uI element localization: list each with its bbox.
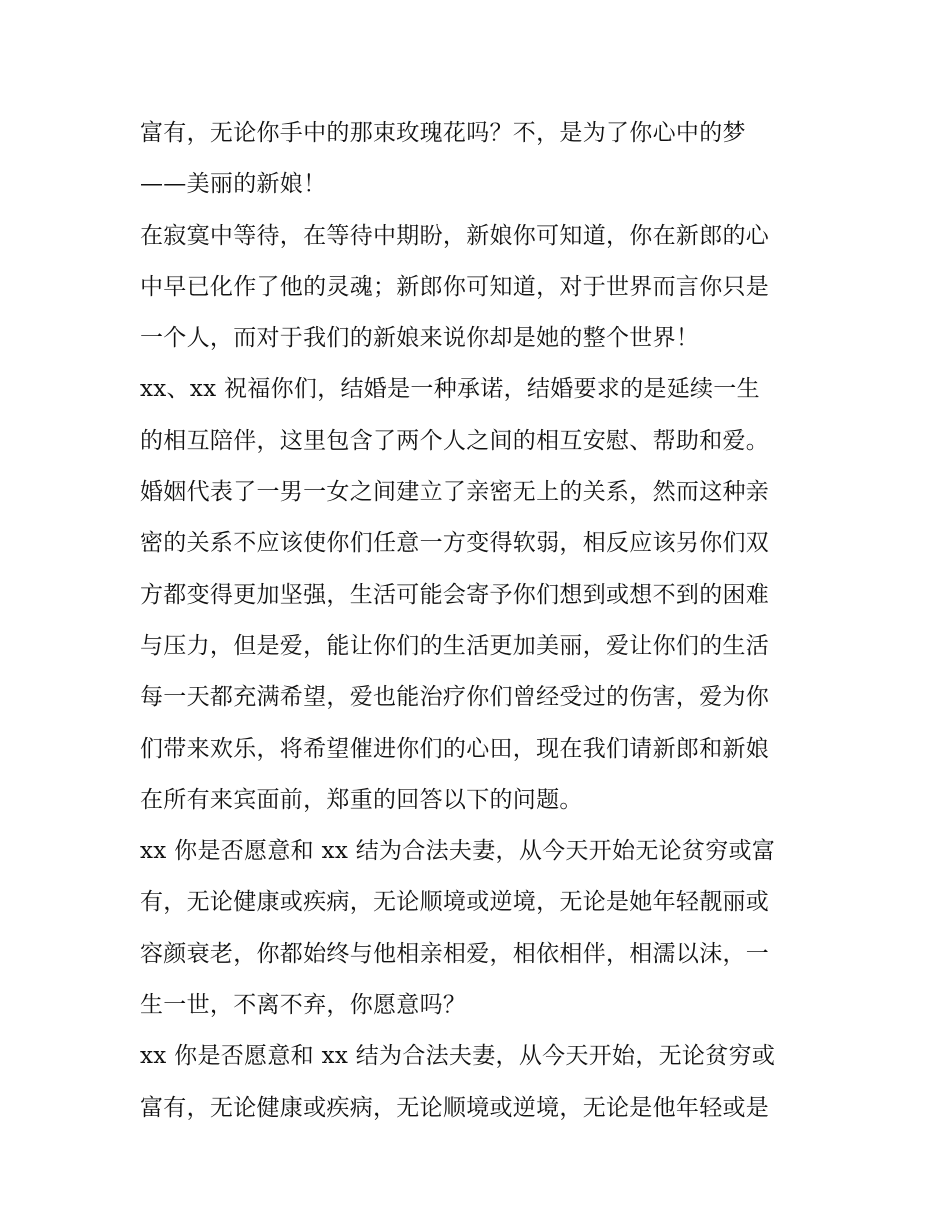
text-line: 婚姻代表了一男一女之间建立了亲密无上的关系，然而这种亲 — [140, 479, 770, 506]
text-line: 的相互陪伴，这里包含了两个人之间的相互安慰、帮助和爱。 — [140, 427, 770, 454]
text-line: 有，无论健康或疾病，无论顺境或逆境，无论是她年轻靓丽或 — [140, 889, 770, 916]
text-line: 方都变得更加坚强，生活可能会寄予你们想到或想不到的困难 — [140, 581, 770, 608]
text-line: xx、xx 祝福你们，结婚是一种承诺，结婚要求的是延续一生 — [140, 376, 760, 403]
text-line: 密的关系不应该使你们任意一方变得软弱，相反应该另你们双 — [140, 530, 770, 557]
text-line: 中早已化作了他的灵魂；新郎你可知道，对于世界而言你只是 — [140, 273, 770, 300]
text-line: xx 你是否愿意和 xx 结为合法夫妻，从今天开始无论贫穷或富 — [140, 838, 776, 865]
text-line: 在寂寞中等待，在等待中期盼，新娘你可知道，你在新郎的心 — [140, 222, 770, 249]
text-line: 一个人，而对于我们的新娘来说你却是她的整个世界！ — [140, 325, 700, 352]
text-line: xx 你是否愿意和 xx 结为合法夫妻，从今天开始，无论贫穷或 — [140, 1043, 776, 1070]
text-line: 在所有来宾面前，郑重的回答以下的问题。 — [140, 786, 583, 813]
text-line: 与压力，但是爱，能让你们的生活更加美丽，爱让你们的生活 — [140, 632, 770, 659]
text-line: 容颜衰老，你都始终与他相亲相爱，相依相伴，相濡以沫，一 — [140, 940, 770, 967]
text-line: 富有，无论健康或疾病，无论顺境或逆境，无论是他年轻或是 — [140, 1094, 770, 1121]
text-line: 富有，无论你手中的那束玫瑰花吗？不，是为了你心中的梦 — [140, 120, 746, 146]
text-line: 生一世，不离不弃，你愿意吗？ — [140, 992, 467, 1019]
text-line: 每一天都充满希望，爱也能治疗你们曾经受过的伤害，爱为你 — [140, 684, 770, 711]
text-line: ——美丽的新娘！ — [140, 171, 327, 198]
body-text — [140, 108, 820, 1134]
text-line: 们带来欢乐，将希望催进你们的心田，现在我们请新郎和新娘 — [140, 735, 770, 762]
